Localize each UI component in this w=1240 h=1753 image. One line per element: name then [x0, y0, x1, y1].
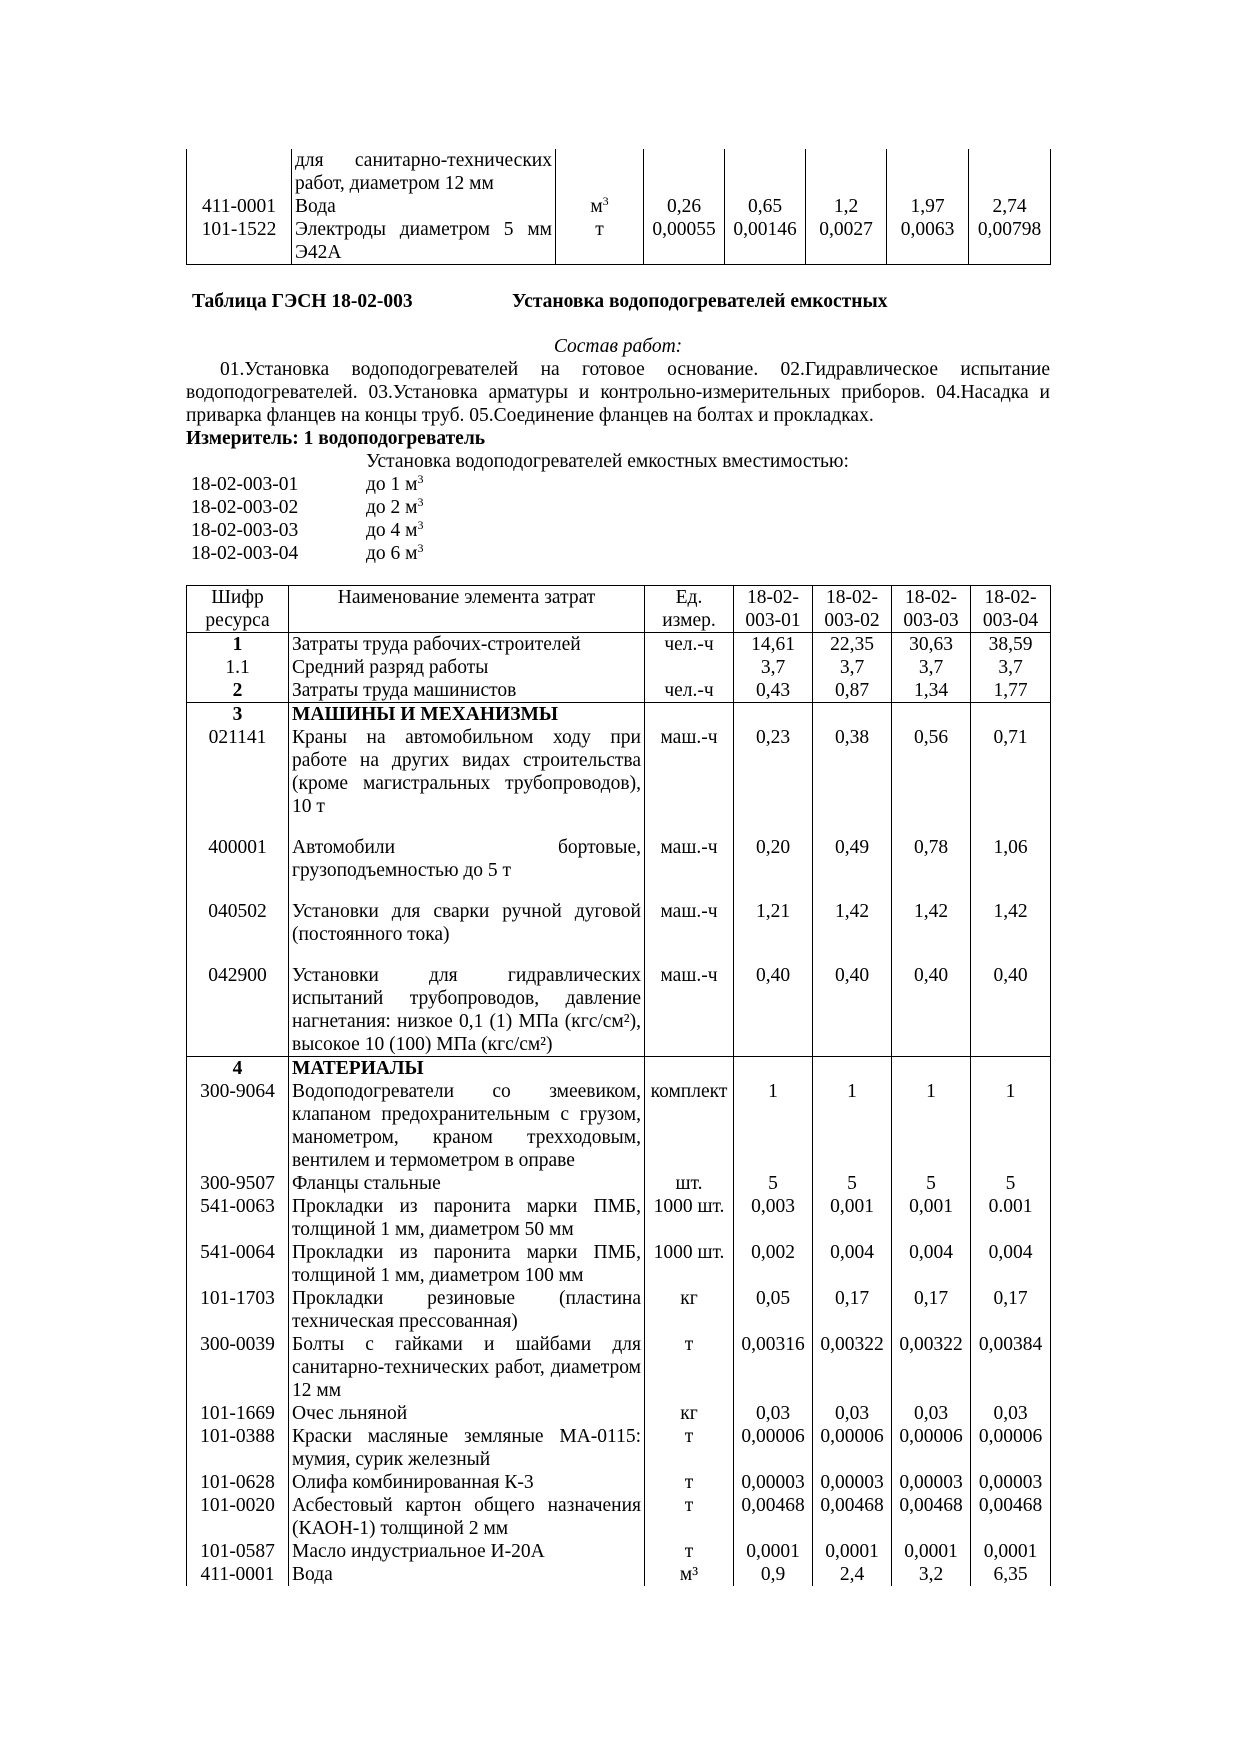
norm-value: [887, 149, 969, 195]
resource-code: 411-0001: [187, 195, 292, 218]
table-row: [187, 1425, 1051, 1471]
resource-name: Автомобили бортовые, грузоподъемностью до 5 т: [289, 836, 645, 900]
norm-capacity: до 2 $м^3$: [366, 495, 424, 518]
norm-value: [806, 149, 887, 195]
resource-name: Прокладки резиновые (пластина техническая прессованная): [289, 1287, 645, 1333]
resource-unit: 1000 шт.: [645, 1195, 734, 1241]
norm-value: 0,00006: [813, 1425, 892, 1471]
norm-value: 0,9: [734, 1563, 813, 1586]
resource-name: Затраты труда машинистов: [289, 679, 645, 703]
table-row: [187, 218, 1051, 265]
norm-value: 0,004: [813, 1241, 892, 1287]
norm-value: 0,03: [734, 1402, 813, 1425]
header-name: Наименование элемента затрат: [289, 586, 645, 633]
norm-value: 1,06: [971, 836, 1051, 900]
section-code: 4: [187, 1057, 289, 1081]
resource-name: Электроды диаметром 5 мм Э42А: [292, 218, 556, 265]
empty-cell: [971, 703, 1051, 727]
norm-value: 0,00322: [892, 1333, 971, 1402]
norm-value: 0,03: [892, 1402, 971, 1425]
norm-value: 0,40: [892, 964, 971, 1057]
empty-cell: [892, 1057, 971, 1081]
norm-value: 0,05: [734, 1287, 813, 1333]
norm-value: 1: [892, 1080, 971, 1172]
empty-cell: [734, 1057, 813, 1081]
norm-value: 3,2: [892, 1563, 971, 1586]
resource-name: Краны на автомобильном ходу при работе на других видах строительства (кроме магистральных трубопроводов), 10 т: [289, 726, 645, 836]
norm-value: 0,23: [734, 726, 813, 836]
table-row: [187, 964, 1051, 1057]
resource-name: Вода: [292, 195, 556, 218]
resource-name: Фланцы стальные: [289, 1172, 645, 1195]
norm-value: 0,00468: [813, 1494, 892, 1540]
codes-intro: Установка водоподогревателей емкостных вместимостью:: [366, 451, 849, 472]
norm-value: 1,34: [892, 679, 971, 703]
section-title: МАТЕРИАЛЫ: [289, 1057, 645, 1081]
resource-unit: чел.-ч: [645, 679, 734, 703]
norm-value: 0,00468: [892, 1494, 971, 1540]
resource-name: для санитарно-технических работ, диаметром 12 мм: [292, 149, 556, 195]
norm-value: 38,59: [971, 633, 1051, 657]
empty-cell: [813, 1057, 892, 1081]
norm-value: [969, 149, 1051, 195]
norm-value: 30,63: [892, 633, 971, 657]
norm-value: 0,17: [971, 1287, 1051, 1333]
header-col-01: 18-02-003-01: [734, 586, 813, 633]
norm-value: 1,42: [892, 900, 971, 964]
header-unit: Ед. измер.: [645, 586, 734, 633]
norm-value: 1,2: [806, 195, 887, 218]
resource-unit: т: [645, 1494, 734, 1540]
norm-value: 14,61: [734, 633, 813, 657]
resource-name: Вода: [289, 1563, 645, 1586]
resource-name: Болты с гайками и шайбами для санитарно-технических работ, диаметром 12 мм: [289, 1333, 645, 1402]
norm-value: 0,0001: [813, 1540, 892, 1563]
norm-value: 0,004: [892, 1241, 971, 1287]
resource-code: 541-0063: [187, 1195, 289, 1241]
norm-value: 0,001: [892, 1195, 971, 1241]
table-row: [187, 1195, 1051, 1241]
norm-value: 0,87: [813, 679, 892, 703]
norm-value: 0,0027: [806, 218, 887, 265]
resource-name: Очес льняной: [289, 1402, 645, 1425]
norm-value: 22,35: [813, 633, 892, 657]
header-col-03: 18-02-003-03: [892, 586, 971, 633]
norm-value: 0,38: [813, 726, 892, 836]
resource-unit: [645, 656, 734, 679]
norm-value: 0,00468: [734, 1494, 813, 1540]
norm-value: 0,17: [813, 1287, 892, 1333]
resource-name: Олифа комбинированная К-3: [289, 1471, 645, 1494]
table-row: [187, 1494, 1051, 1540]
resource-unit: кг: [645, 1402, 734, 1425]
resource-unit: $м^3$: [556, 195, 644, 218]
norm-value: 1,97: [887, 195, 969, 218]
resource-unit: т: [645, 1425, 734, 1471]
norm-value: [644, 149, 725, 195]
norm-value: 0,00055: [644, 218, 725, 265]
header-code: Шифр ресурса: [187, 586, 289, 633]
table-row: [187, 656, 1051, 679]
norm-value: 0,00798: [969, 218, 1051, 265]
norm-value: 1,77: [971, 679, 1051, 703]
resource-unit: маш.-ч: [645, 836, 734, 900]
norm-value: 0,00003: [971, 1471, 1051, 1494]
resource-unit: 1000 шт.: [645, 1241, 734, 1287]
section-code: 3: [187, 703, 289, 727]
norm-value: 3,7: [971, 656, 1051, 679]
resource-name: Прокладки из паронита марки ПМБ, толщиной 1 мм, диаметром 100 мм: [289, 1241, 645, 1287]
norm-value: 0,00468: [971, 1494, 1051, 1540]
resource-code: 541-0064: [187, 1241, 289, 1287]
norm-value: 0,003: [734, 1195, 813, 1241]
resource-name: Средний разряд работы: [289, 656, 645, 679]
resource-code: 300-0039: [187, 1333, 289, 1402]
empty-cell: [813, 703, 892, 727]
norm-value: 3,7: [734, 656, 813, 679]
table-id: Таблица ГЭСН 18-02-003: [192, 291, 413, 312]
resource-code: 101-1703: [187, 1287, 289, 1333]
resource-name: Установки для гидравлических испытаний трубопроводов, давление нагнетания: низкое 0,1 (1) МПа (кгс/см²), высокое 10 (100) МПа (кгс/см²): [289, 964, 645, 1057]
resource-unit: комплект: [645, 1080, 734, 1172]
resource-unit: т: [645, 1333, 734, 1402]
norm-value: 0,40: [813, 964, 892, 1057]
norm-code: 18-02-003-03: [191, 520, 299, 541]
section-title: МАШИНЫ И МЕХАНИЗМЫ: [289, 703, 645, 727]
resource-unit: маш.-ч: [645, 964, 734, 1057]
empty-cell: [645, 703, 734, 727]
code-list-item: [191, 519, 566, 542]
resource-unit: [556, 149, 644, 195]
norm-value: 0,56: [892, 726, 971, 836]
norm-value: 1: [813, 1080, 892, 1172]
table-row: [187, 1540, 1051, 1563]
resource-code: 101-0628: [187, 1471, 289, 1494]
composition-text: 01.Установка водоподогревателей на готовое основание. 02.Гидравлическое испытание водоподогревателей. 03.Установка арматуры и контрольно-измерительных приборов. 04.Насадка и приварка фланцев на концы труб. 05.Соединение фланцев на болтах и прокладках.: [186, 359, 1050, 426]
resource-unit: т: [645, 1540, 734, 1563]
norm-value: 0,26: [644, 195, 725, 218]
resource-code: 021141: [187, 726, 289, 836]
table-title: Установка водоподогревателей емкостных: [512, 291, 888, 312]
norm-value: 0,004: [971, 1241, 1051, 1287]
resource-code: 101-1522: [187, 218, 292, 265]
norm-value: 0,78: [892, 836, 971, 900]
table-row: [187, 1287, 1051, 1333]
table-row: [187, 1563, 1051, 1586]
table-row: [187, 633, 1051, 657]
table-row: [187, 900, 1051, 964]
table-row: [187, 679, 1051, 703]
norm-value: 0,0001: [734, 1540, 813, 1563]
norm-value: 0,00384: [971, 1333, 1051, 1402]
resource-name: Краски масляные земляные МА-0115: мумия, сурик железный: [289, 1425, 645, 1471]
norm-value: 6,35: [971, 1563, 1051, 1586]
resource-code: 101-0020: [187, 1494, 289, 1540]
norm-value: 1,42: [813, 900, 892, 964]
norm-value: 0,0001: [892, 1540, 971, 1563]
norm-value: 2,4: [813, 1563, 892, 1586]
norm-value: 0,43: [734, 679, 813, 703]
norm-value: 0,00322: [813, 1333, 892, 1402]
resource-unit: т: [645, 1471, 734, 1494]
norm-value: 0,00003: [892, 1471, 971, 1494]
table-row: [187, 195, 1051, 218]
resource-code: 040502: [187, 900, 289, 964]
norm-value: 0,03: [813, 1402, 892, 1425]
code-list-item: [191, 496, 566, 519]
norm-value: 0,0063: [887, 218, 969, 265]
header-row: [187, 586, 1051, 633]
norm-value: 1: [734, 1080, 813, 1172]
resource-name: Прокладки из паронита марки ПМБ, толщиной 1 мм, диаметром 50 мм: [289, 1195, 645, 1241]
norm-value: 1,42: [971, 900, 1051, 964]
norm-code: 18-02-003-04: [191, 543, 299, 564]
norm-value: 0,00003: [813, 1471, 892, 1494]
table-row: [187, 1333, 1051, 1402]
norm-value: 0.001: [971, 1195, 1051, 1241]
norm-value: 0,40: [971, 964, 1051, 1057]
table-row: [187, 726, 1051, 836]
norm-value: 0,03: [971, 1402, 1051, 1425]
resource-name: Асбестовый картон общего назначения (КАОН-1) толщиной 2 мм: [289, 1494, 645, 1540]
resource-code: 101-1669: [187, 1402, 289, 1425]
previous-table-fragment: [186, 149, 1051, 265]
header-col-04: 18-02-003-04: [971, 586, 1051, 633]
norm-value: [725, 149, 806, 195]
norm-value: 2,74: [969, 195, 1051, 218]
norm-value: 0,71: [971, 726, 1051, 836]
norm-value: 1,21: [734, 900, 813, 964]
resource-code: 400001: [187, 836, 289, 900]
resource-code: 300-9507: [187, 1172, 289, 1195]
empty-cell: [971, 1057, 1051, 1081]
norm-value: 0,40: [734, 964, 813, 1057]
norm-value: 0,001: [813, 1195, 892, 1241]
norm-capacity: до 4 $м^3$: [366, 518, 424, 541]
empty-cell: [892, 703, 971, 727]
resource-unit: чел.-ч: [645, 633, 734, 657]
norm-value: 5: [971, 1172, 1051, 1195]
norm-value: 5: [734, 1172, 813, 1195]
resource-name: Затраты труда рабочих-строителей: [289, 633, 645, 657]
code-list-item: [191, 473, 566, 496]
norm-value: 0,49: [813, 836, 892, 900]
table-row: [187, 836, 1051, 900]
resource-unit: кг: [645, 1287, 734, 1333]
norm-value: 3,7: [892, 656, 971, 679]
norm-value: 0,65: [725, 195, 806, 218]
table-row: [187, 1241, 1051, 1287]
norm-value: 0,00006: [734, 1425, 813, 1471]
resource-code: 101-0388: [187, 1425, 289, 1471]
code-list-item: [191, 542, 566, 565]
resource-name: Установки для сварки ручной дуговой (постоянного тока): [289, 900, 645, 964]
resource-unit: маш.-ч: [645, 726, 734, 836]
resource-unit: м³: [645, 1563, 734, 1586]
resource-code: 411-0001: [187, 1563, 289, 1586]
resource-name: Масло индустриальное И-20А: [289, 1540, 645, 1563]
resource-code: 300-9064: [187, 1080, 289, 1172]
norm-value: 1: [971, 1080, 1051, 1172]
resource-unit: шт.: [645, 1172, 734, 1195]
resource-code: 1.1: [187, 656, 289, 679]
resource-code: 101-0587: [187, 1540, 289, 1563]
resource-name: Водоподогреватели со змеевиком, клапаном предохранительным с грузом, манометром, краном трехходовым, вентилем и термометром в оправе: [289, 1080, 645, 1172]
resource-unit: маш.-ч: [645, 900, 734, 964]
norm-value: 0,00006: [892, 1425, 971, 1471]
norm-value: 0,00006: [971, 1425, 1051, 1471]
norm-value: 5: [813, 1172, 892, 1195]
norm-value: 0,00003: [734, 1471, 813, 1494]
section-row: [187, 1057, 1051, 1081]
empty-cell: [645, 1057, 734, 1081]
norm-code: 18-02-003-01: [191, 474, 299, 495]
resource-code: 1: [187, 633, 289, 657]
table-row: [187, 1402, 1051, 1425]
norm-value: 0,17: [892, 1287, 971, 1333]
norm-value: 0,00316: [734, 1333, 813, 1402]
norm-value: 3,7: [813, 656, 892, 679]
norm-code: 18-02-003-02: [191, 497, 299, 518]
resource-code: 2: [187, 679, 289, 703]
resource-table: [186, 585, 1051, 1586]
norm-value: 0,0001: [971, 1540, 1051, 1563]
norm-value: 0,20: [734, 836, 813, 900]
norm-value: 5: [892, 1172, 971, 1195]
resource-unit: т: [556, 218, 644, 265]
resource-code: [187, 149, 292, 195]
resource-code: 042900: [187, 964, 289, 1057]
composition-heading: Состав работ:: [553, 336, 683, 357]
norm-value: 0,002: [734, 1241, 813, 1287]
section-row: [187, 703, 1051, 727]
table-row: [187, 149, 1051, 195]
code-list: [191, 473, 566, 565]
table-row: [187, 1172, 1051, 1195]
meter-label: Измеритель: 1 водоподогреватель: [186, 428, 486, 449]
norm-capacity: до 6 $м^3$: [366, 541, 424, 564]
norm-value: 0,00146: [725, 218, 806, 265]
header-col-02: 18-02-003-02: [813, 586, 892, 633]
table-row: [187, 1080, 1051, 1172]
empty-cell: [734, 703, 813, 727]
norm-capacity: до 1 $м^3$: [366, 472, 424, 495]
table-row: [187, 1471, 1051, 1494]
